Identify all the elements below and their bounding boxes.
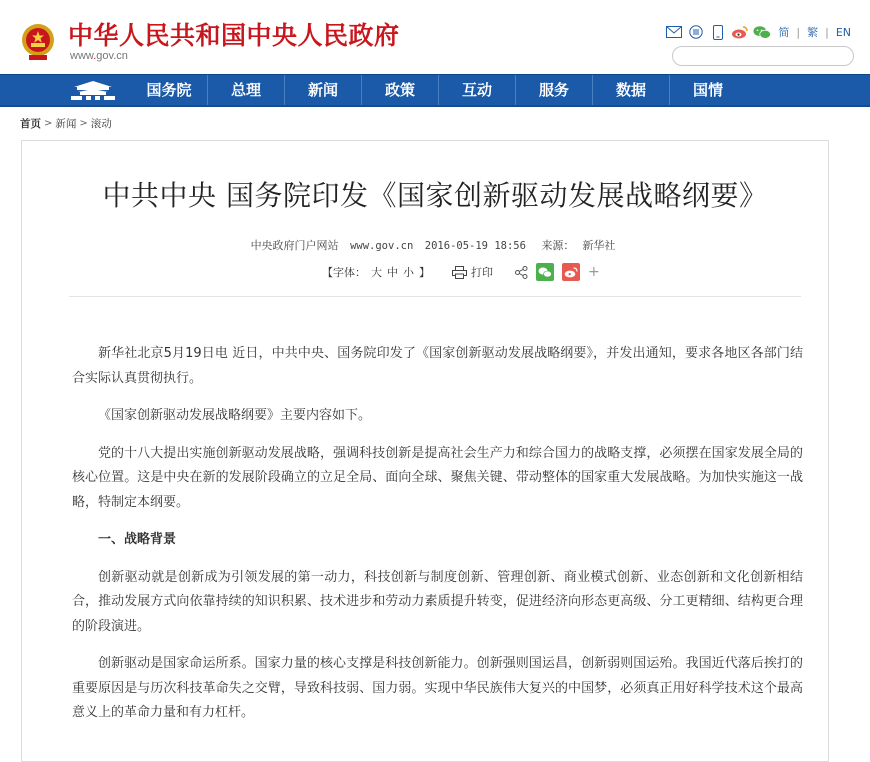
print-icon	[452, 266, 467, 279]
font-size-label: 【字体：	[322, 266, 366, 279]
mobile-icon[interactable]	[709, 23, 727, 41]
lang-simplified-link[interactable]: 简	[778, 26, 790, 39]
section-heading: 一、战略背景	[98, 532, 177, 547]
font-medium-button[interactable]: 中	[387, 266, 398, 279]
wechat-icon[interactable]	[753, 23, 771, 41]
article-tools	[322, 262, 600, 282]
origin-label: 来源：	[541, 239, 575, 252]
paragraph: 创新驱动就是创新成为引领发展的第一动力，科技创新与制度创新、管理创新、商业模式创新、业态创新和文化创新相结合，推动发展方式向依靠持续的知识积累、技术进步和劳动力素质提升转变，促进经济向形态更高级、分工更精细、结构更合理的阶段演进。	[72, 569, 803, 634]
font-large-button[interactable]: 大	[371, 266, 382, 279]
main-nav	[0, 74, 870, 107]
title-divider	[69, 296, 801, 297]
header-utilities	[665, 22, 854, 42]
lang-separator: |	[796, 25, 801, 39]
source-url: www.gov.cn	[350, 240, 414, 252]
paragraph: 新华社北京5月19日电 近日，中共中央、国务院印发了《国家创新驱动发展战略纲要》，并发出通知，要求各地区各部门结合实际认真贯彻执行。	[72, 346, 803, 386]
nav-item-guoqing[interactable]: 国情	[669, 75, 746, 105]
font-small-button[interactable]: 小	[403, 266, 414, 279]
tiananmen-logo-icon[interactable]	[68, 78, 118, 102]
site-url-prefix: www	[70, 50, 94, 62]
national-emblem-icon[interactable]	[20, 22, 56, 62]
breadcrumb	[20, 116, 112, 131]
nav-item-shuju[interactable]: 数据	[592, 75, 669, 105]
nav-item-zhengce[interactable]: 政策	[361, 75, 438, 105]
source-site: 中央政府门户网站	[250, 239, 339, 252]
share-bar	[515, 263, 600, 281]
font-size-control	[322, 264, 430, 280]
print-button[interactable]	[452, 264, 493, 280]
nav-item-guowuyuan[interactable]: 国务院	[146, 81, 192, 99]
nav-item-xinwen[interactable]: 新闻	[284, 75, 361, 105]
share-icon[interactable]	[515, 266, 528, 279]
nav-item-zongli[interactable]: 总理	[207, 75, 284, 105]
rss-icon[interactable]	[687, 23, 705, 41]
site-title[interactable]: 中华人民共和国中央人民政府	[68, 21, 400, 50]
share-weibo-button[interactable]	[562, 263, 580, 281]
paragraph: 党的十八大提出实施创新驱动发展战略，强调科技创新是提高社会生产力和综合国力的战略支撑，必须摆在国家发展全局的核心位置。这是中央在新的发展阶段确立的立足全局、面向全球、聚焦关键、带动整体的国家重大发展战略。为加快实施这一战略，特制定本纲要。	[72, 445, 803, 510]
lang-english-link[interactable]: EN	[835, 25, 851, 39]
site-url-domain: gov.cn	[96, 50, 128, 62]
paragraph: 创新驱动是国家命运所系。国家力量的核心支撑是科技创新能力。创新强则国运昌，创新弱则国运殆。我国近代落后挨打的重要原因是与历次科技革命失之交臂，导致科技弱、国力弱。实现中华民族伟大复兴的中国梦，必须真正用好科学技术这个最高意义上的革命力量和有力杠杆。	[72, 656, 803, 720]
wechat-icon	[538, 267, 552, 278]
breadcrumb-separator: >	[44, 118, 53, 129]
weibo-icon	[564, 267, 578, 278]
article-body	[72, 342, 803, 739]
site-url	[70, 50, 128, 62]
site-url-dot: .	[93, 50, 97, 62]
nav-item-fuwu[interactable]: 服务	[515, 75, 592, 105]
breadcrumb-separator: >	[79, 118, 88, 129]
breadcrumb-rolling[interactable]: 滚动	[90, 118, 112, 130]
weibo-icon[interactable]	[731, 23, 749, 41]
share-wechat-button[interactable]	[536, 263, 554, 281]
mail-icon[interactable]	[665, 23, 683, 41]
article-title: 中共中央 国务院印发《国家创新驱动发展战略纲要》	[102, 179, 768, 212]
publish-datetime: 2016-05-19 18:56	[424, 240, 526, 252]
origin-field	[537, 239, 619, 252]
article-meta	[0, 237, 870, 253]
print-label: 打印	[471, 266, 493, 279]
nav-item-hudong[interactable]: 互动	[438, 75, 515, 105]
lang-traditional-link[interactable]: 繁	[807, 26, 819, 39]
lang-separator: |	[825, 25, 829, 39]
paragraph: 《国家创新驱动发展战略纲要》主要内容如下。	[98, 408, 372, 423]
share-more-button[interactable]: +	[588, 264, 600, 280]
breadcrumb-home[interactable]: 首页	[20, 118, 41, 130]
site-header	[0, 0, 870, 74]
search-input[interactable]	[672, 46, 854, 66]
font-size-close: 】	[419, 266, 430, 279]
breadcrumb-news[interactable]: 新闻	[55, 118, 77, 130]
origin-value: 新华社	[582, 239, 616, 252]
